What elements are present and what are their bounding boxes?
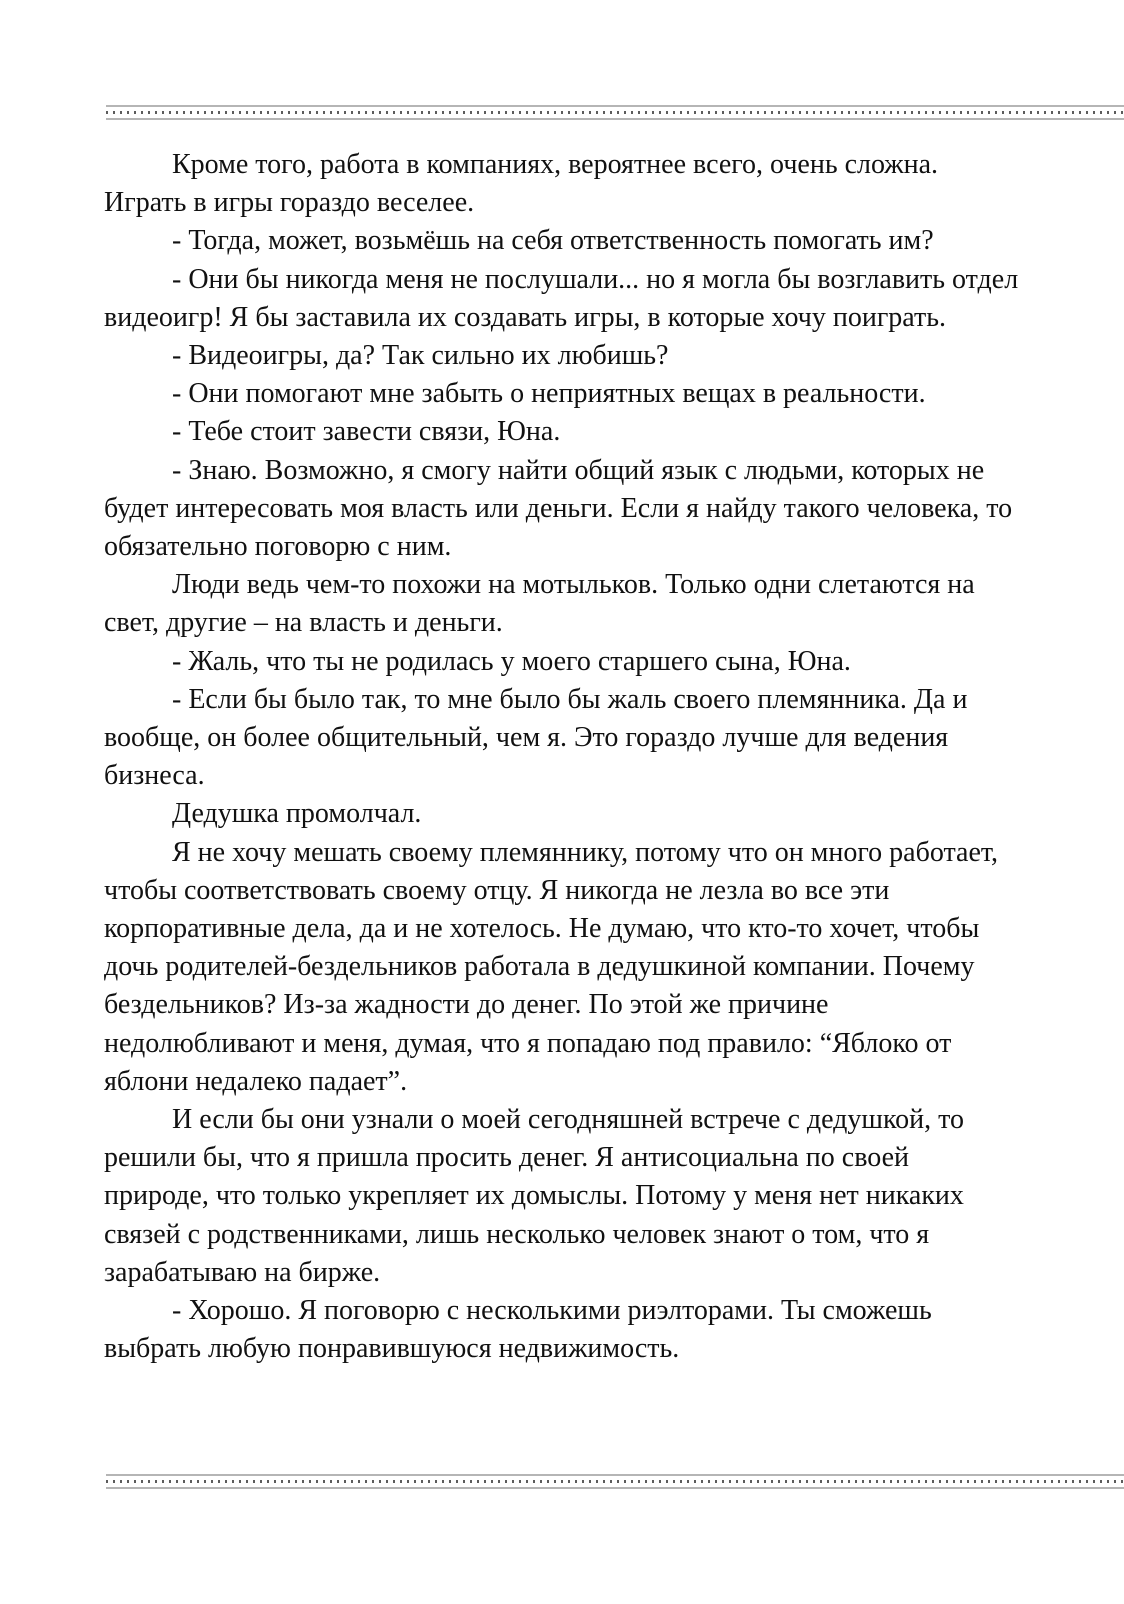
top-border-rule (106, 105, 1124, 120)
dialogue-paragraph: - Знаю. Возможно, я смогу найти общий язык с людьми, которых не будет интересовать моя власть или деньги. Если я найду такого человека, то обязательно поговорю с ним. (104, 454, 1013, 563)
dialogue-paragraph: - Они помогают мне забыть о неприятных вещах в реальности. (172, 378, 926, 410)
text-block (104, 146, 1020, 1369)
dialogue-paragraph: - Тогда, может, возьмёшь на себя ответственность помогать им? (172, 225, 934, 257)
paragraph: Я не хочу мешать своему племяннику, потому что он много работает, чтобы соответствовать своему отцу. Я никогда не лезла во все эти корпоративные дела, да и не хотелось. Не думаю, что кто-то хочет, чтобы дочь родителей-бездельников работала в дедушкиной компании. Почему бездельников? Из-за жадности до денег. По этой же причине недолюбливают и меня, думая, что я попадаю под правило: “Яблоко от яблони недалеко падает”. (104, 836, 999, 1097)
bottom-border-dotted-line (106, 1480, 1124, 1483)
dialogue-paragraph: - Жаль, что ты не родилась у моего старшего сына, Юна. (172, 645, 851, 677)
paragraph: И если бы они узнали о моей сегодняшней встрече с дедушкой, то решили бы, что я пришла просить денег. Я антисоциальна по своей природе, что только укрепляет их домыслы. Потому у меня нет никаких связей с родственниками, лишь несколько человек знают о том, что я зарабатываю на бирже. (104, 1104, 965, 1288)
dialogue-paragraph: - Хорошо. Я поговорю с несколькими риэлторами. Ты сможешь выбрать любую понравившуюся недвижимость. (104, 1295, 932, 1365)
top-border-dotted-line (106, 111, 1124, 114)
dialogue-paragraph: - Они бы никогда меня не послушали... но я могла бы возглавить отдел видеоигр! Я бы заставила их создавать игры, в которые хочу поиграть. (104, 263, 1019, 333)
dialogue-paragraph: - Если бы было так, то мне было бы жаль своего племянника. Да и вообще, он более общительный, чем я. Это гораздо лучше для ведения бизнеса. (104, 683, 968, 792)
dialogue-paragraph: - Тебе стоит завести связи, Юна. (172, 416, 561, 448)
bottom-border-rule (106, 1474, 1124, 1489)
paragraph: Кроме того, работа в компаниях, вероятнее всего, очень сложна. Играть в игры гораздо веселее. (104, 149, 939, 219)
paragraph: Люди ведь чем-то похожи на мотыльков. Только одни слетаются на свет, другие – на власть и деньги. (104, 569, 975, 639)
paragraph: Дедушка промолчал. (172, 798, 422, 830)
dialogue-paragraph: - Видеоигры, да? Так сильно их любишь? (172, 340, 669, 372)
